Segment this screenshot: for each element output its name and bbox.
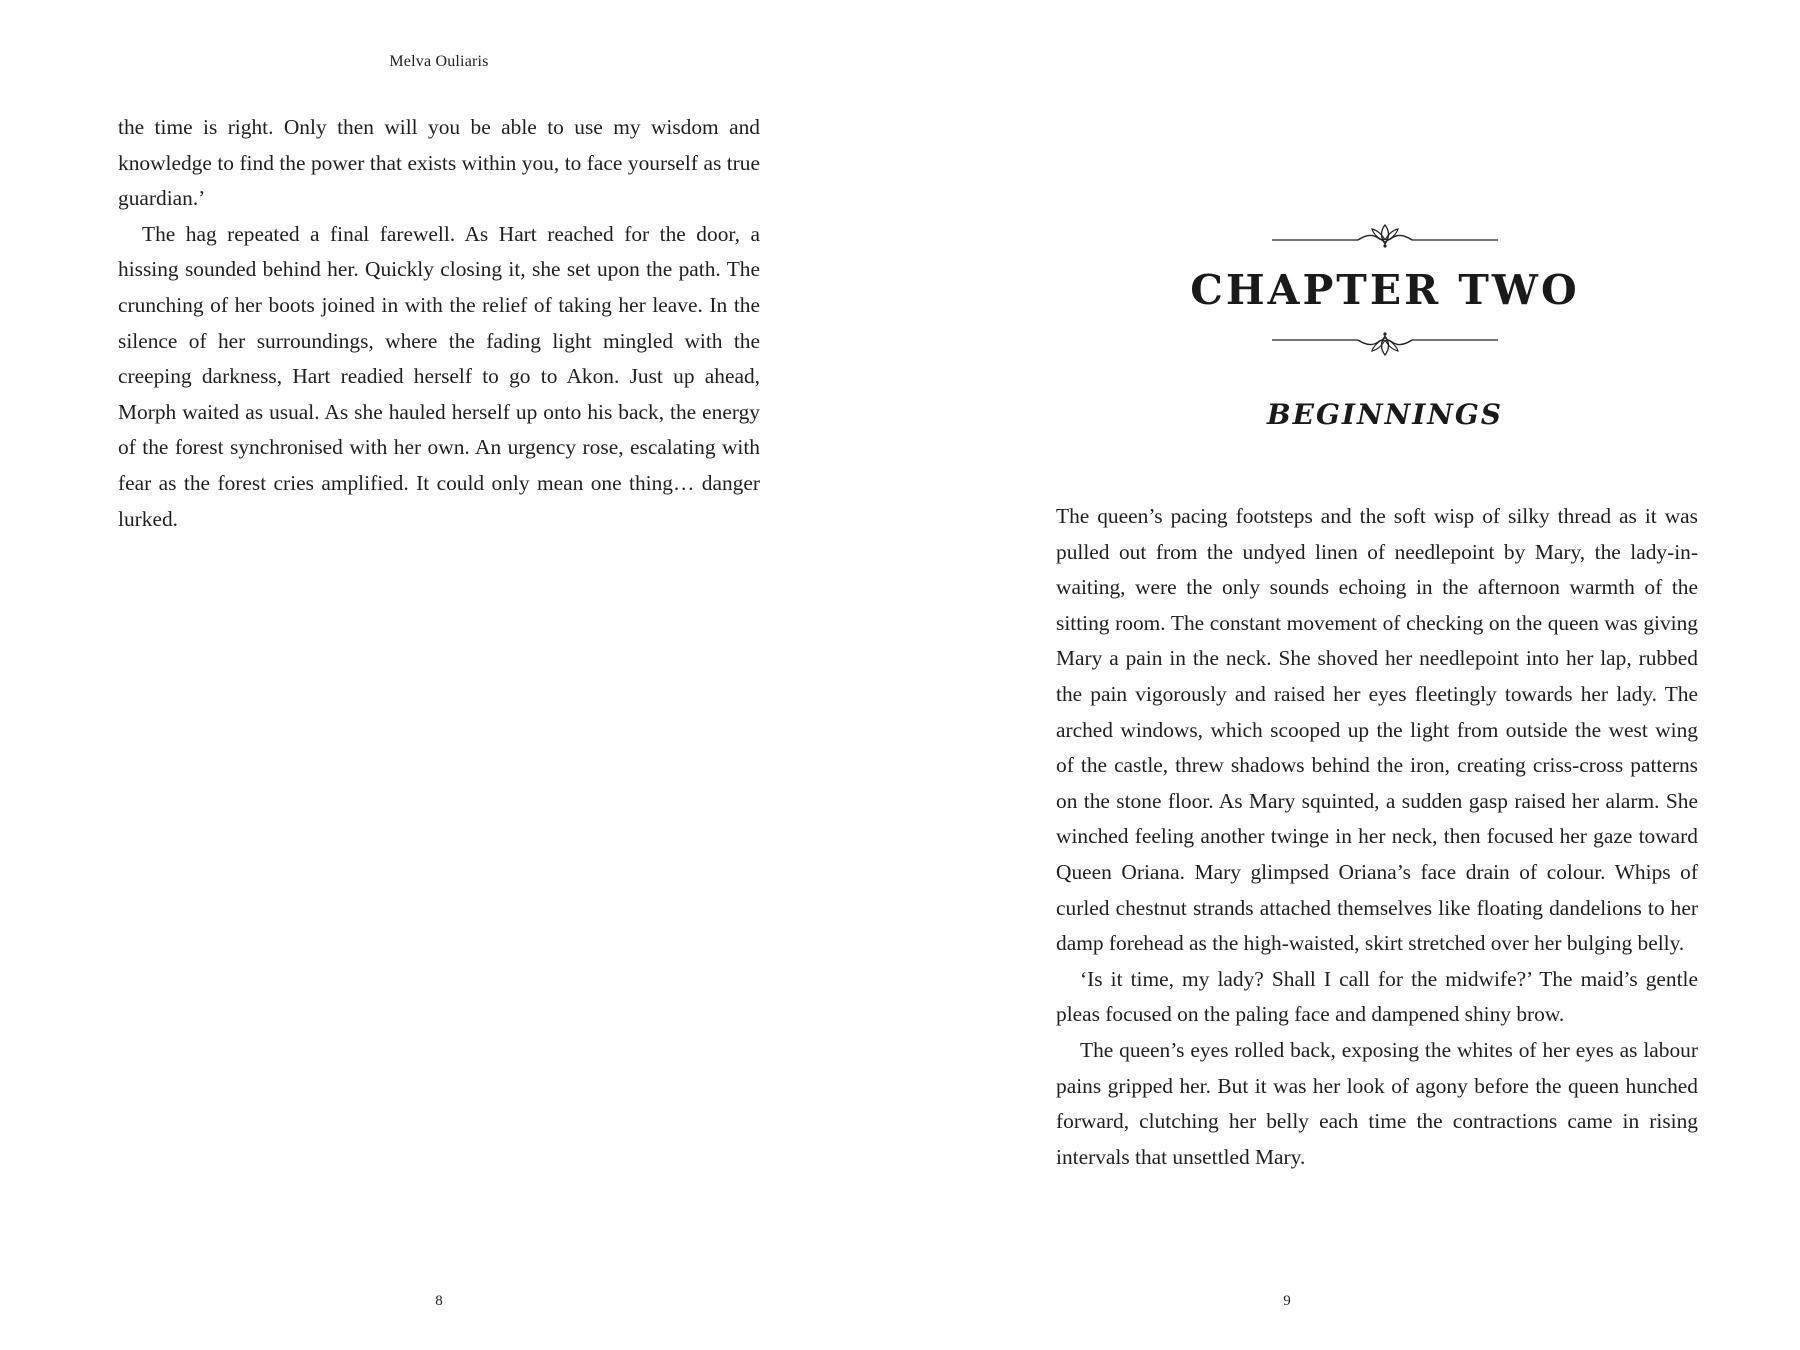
floral-flourish-icon [1270, 328, 1500, 358]
running-head: Melva Ouliaris [389, 53, 489, 70]
page-number: 8 [435, 1293, 443, 1309]
right-page [900, 0, 1800, 1350]
paragraph: The queen’s pacing footsteps and the soft wisp of silky thread as it was pulled out from the undyed linen of needlepoint by Mary, the lady-in-waiting, were the only sounds echoing in the afternoon warmth of the sitting room. The constant movement of checking on the queen was giving Mary a pain in the neck. She shoved her needlepoint into her lap, rubbed the pain vigorously and raised her eyes fleetingly towards her lady. The arched windows, which scooped up the light from outside the west wing of the castle, threw shadows behind the iron, creating criss-cross patterns on the stone floor. As Mary squinted, a sudden gasp raised her alarm. She winched feeling another twinge in her neck, then focused her gaze toward Queen Oriana. Mary glimpsed Oriana’s face drain of colour. Whips of curled chestnut strands attached themselves like floating dandelions to her damp forehead as the high-waisted, skirt stretched over her bulging belly. [1056, 504, 1698, 956]
paragraph: the time is right. Only then will you be able to use my wisdom and knowledge to find the power that exists within you, to face yourself as true guardian.’ [118, 115, 760, 211]
right-page-body [1056, 499, 1698, 1175]
chapter-subtitle: BEGINNINGS [1266, 398, 1504, 431]
floral-flourish-icon [1270, 222, 1500, 252]
page-number: 9 [1283, 1293, 1291, 1309]
paragraph: The hag repeated a final farewell. As Hart reached for the door, a hissing sounded behind her. Quickly closing it, she set upon the path. The crunching of her boots joined in with the relief of taking her leave. In the silence of her surroundings, where the fading light mingled with the creeping darkness, Hart readied herself to go to Akon. Just up ahead, Morph waited as usual. As she hauled herself up onto his back, the energy of the forest synchronised with her own. An urgency rose, escalating with fear as the forest cries amplified. It could only mean one thing… danger lurked. [118, 221, 760, 531]
chapter-title: CHAPTER TWO [1190, 266, 1580, 314]
paragraph: ‘Is it time, my lady? Shall I call for the midwife?’ The maid’s gentle pleas focused on the paling face and dampened shiny brow. [1056, 966, 1698, 1027]
paragraph: The queen’s eyes rolled back, exposing the whites of her eyes as labour pains gripped her. But it was her look of agony before the queen hunched forward, clutching her belly each time the contractions came in rising intervals that unsettled Mary. [1056, 1037, 1698, 1169]
left-page-body [118, 110, 760, 537]
